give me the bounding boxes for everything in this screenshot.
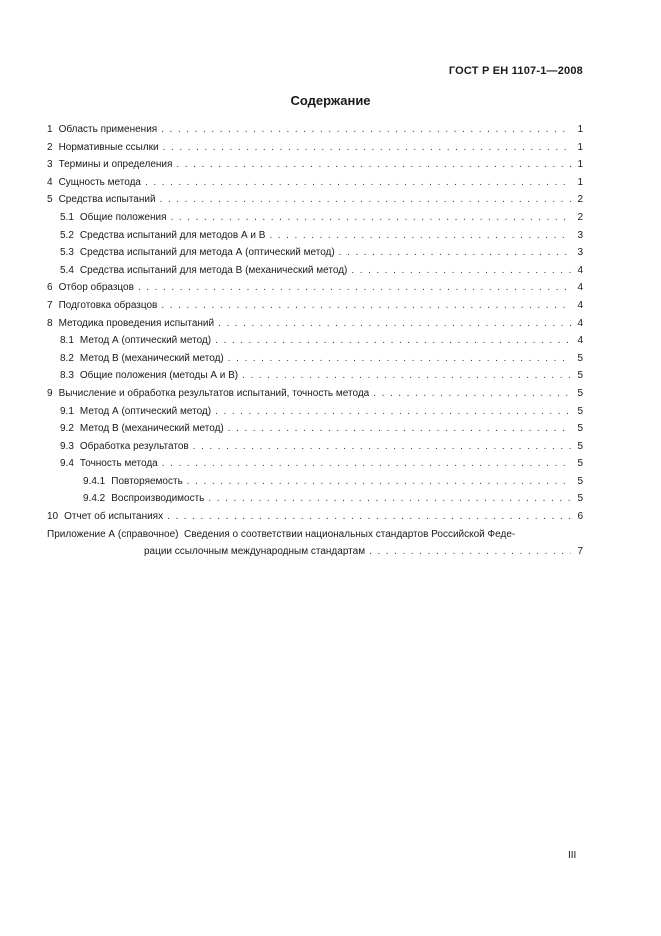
dot-leader xyxy=(161,121,571,139)
toc-entry-page: 5 xyxy=(577,493,583,505)
toc-entry[interactable] xyxy=(47,121,583,139)
dot-leader xyxy=(228,350,571,368)
toc-entry-number: 9.4.1 xyxy=(83,475,106,487)
toc-entry-page: 1 xyxy=(577,176,583,188)
toc-entry-label: Область применения xyxy=(58,124,158,135)
toc-entry-number: 9.2 xyxy=(60,423,74,435)
dot-leader xyxy=(269,227,571,245)
dot-leader xyxy=(161,297,571,315)
toc-entry-number: 7 xyxy=(47,299,53,311)
toc-entry-number: 1 xyxy=(47,124,53,135)
dot-leader xyxy=(228,420,571,438)
page-title: Содержание xyxy=(290,93,371,108)
toc-entry-number: 9.4.2 xyxy=(83,493,106,505)
dot-leader xyxy=(218,315,571,333)
toc-entry-page: 3 xyxy=(577,247,583,259)
appendix-first-line xyxy=(47,526,583,544)
toc-entry-label: Метод А (оптический метод) xyxy=(79,405,212,417)
dot-leader xyxy=(167,508,571,526)
toc-entry[interactable] xyxy=(47,262,583,280)
dot-leader xyxy=(215,403,571,421)
toc-entry-page: 5 xyxy=(577,458,583,470)
toc-entry-number: 8.1 xyxy=(60,335,74,347)
toc-entry-label: Сущность метода xyxy=(58,176,141,188)
toc-entry-label: Средства испытаний для метода А (оптический метод) xyxy=(79,247,335,259)
toc-entry[interactable] xyxy=(47,403,583,421)
toc-entry-page: 4 xyxy=(577,282,583,294)
dot-leader xyxy=(215,332,571,350)
dot-leader xyxy=(339,244,571,262)
toc-entry[interactable] xyxy=(47,315,583,333)
toc-entry-label: Нормативные ссылки xyxy=(58,141,159,153)
toc-entry[interactable] xyxy=(47,367,583,385)
toc-entry-label: Отбор образцов xyxy=(58,282,134,294)
dot-leader xyxy=(187,473,571,491)
dot-leader xyxy=(145,174,571,192)
toc-entry-label: Повторяемость xyxy=(111,475,183,487)
dot-leader xyxy=(138,279,571,297)
toc-entry[interactable] xyxy=(47,156,583,174)
dot-leader xyxy=(193,438,571,456)
dot-leader xyxy=(351,262,571,280)
toc-entry-page: 6 xyxy=(577,511,583,523)
toc-entry-page: 4 xyxy=(577,299,583,311)
toc-entry-number: 9.3 xyxy=(60,440,74,452)
toc-entry-page: 5 xyxy=(577,387,583,399)
toc-entry-number: 4 xyxy=(47,176,53,188)
table-of-contents xyxy=(47,121,583,561)
dot-leader xyxy=(163,139,571,157)
dot-leader xyxy=(162,455,571,473)
toc-entry-number: 3 xyxy=(47,159,53,171)
toc-entry-page: 1 xyxy=(577,124,583,135)
toc-entry[interactable] xyxy=(47,279,583,297)
toc-entry-page: 4 xyxy=(577,317,583,329)
toc-entry-page: 5 xyxy=(577,352,583,364)
dot-leader xyxy=(369,543,571,561)
dot-leader xyxy=(208,490,571,508)
toc-entry-number: 8.3 xyxy=(60,370,74,382)
toc-entry-number: 9.1 xyxy=(60,405,74,417)
toc-entry-label: Средства испытаний для метода В (механический метод) xyxy=(79,264,348,276)
toc-entry-page: 1 xyxy=(577,141,583,153)
toc-entry-number: 9.4 xyxy=(60,458,74,470)
toc-entry-number: 9 xyxy=(47,387,53,399)
appendix-second-line xyxy=(47,543,583,561)
toc-entry-page: 2 xyxy=(577,211,583,223)
appendix-title-line2: рации ссылочным международным стандартам xyxy=(144,546,366,558)
toc-entry-number: 5 xyxy=(47,194,53,206)
toc-entry[interactable] xyxy=(47,490,583,508)
toc-entry-page: 1 xyxy=(577,159,583,171)
dot-leader xyxy=(171,209,572,227)
dot-leader xyxy=(160,191,571,209)
toc-entry[interactable] xyxy=(47,438,583,456)
toc-entry-label: Вычисление и обработка результатов испытаний, точность метода xyxy=(58,387,370,399)
toc-entry-label: Подготовка образцов xyxy=(58,299,158,311)
toc-entry[interactable] xyxy=(47,385,583,403)
toc-entry[interactable] xyxy=(47,227,583,245)
toc-entry-label: Воспроизводимость xyxy=(111,493,205,505)
dot-leader xyxy=(242,367,571,385)
appendix-title-line1: Сведения о соответствии национальных стандартов Российской Феде- xyxy=(184,528,516,540)
toc-entry[interactable] xyxy=(47,191,583,209)
toc-entry[interactable] xyxy=(47,473,583,491)
toc-entry-label: Точность метода xyxy=(79,458,158,470)
toc-entry-label: Средства испытаний xyxy=(58,194,156,206)
toc-entry-page: 5 xyxy=(577,475,583,487)
page-number: III xyxy=(568,850,577,861)
toc-entry-label: Методика проведения испытаний xyxy=(58,317,215,329)
toc-entry-label: Обработка результатов xyxy=(79,440,189,452)
toc-entry-page: 3 xyxy=(577,229,583,241)
dot-leader xyxy=(176,156,571,174)
toc-entry[interactable] xyxy=(47,332,583,350)
toc-entry-number: 10 xyxy=(47,511,59,523)
toc-entry-label: Метод В (механический метод) xyxy=(79,423,224,435)
toc-entry-number: 8 xyxy=(47,317,53,329)
toc-entry-label: Общие положения xyxy=(79,211,167,223)
appendix-prefix: Приложение А (справочное) xyxy=(47,528,179,540)
toc-entry-number: 5.4 xyxy=(60,264,74,276)
toc-entry-number: 8.2 xyxy=(60,352,74,364)
toc-entry-label: Отчет об испытаниях xyxy=(64,511,164,523)
document-code: ГОСТ Р ЕН 1107-1—2008 xyxy=(448,65,583,77)
toc-entry[interactable] xyxy=(47,297,583,315)
toc-entry[interactable] xyxy=(47,174,583,192)
toc-entry-page: 4 xyxy=(577,264,583,276)
toc-entry-label: Метод В (механический метод) xyxy=(79,352,224,364)
toc-entry-page: 5 xyxy=(577,370,583,382)
toc-entry[interactable] xyxy=(47,209,583,227)
toc-entry[interactable] xyxy=(47,455,583,473)
toc-entry[interactable] xyxy=(47,139,583,157)
toc-entry-page: 5 xyxy=(577,423,583,435)
toc-entry-label: Термины и определения xyxy=(58,159,173,171)
toc-entry-page: 4 xyxy=(577,335,583,347)
toc-entry-number: 5.3 xyxy=(60,247,74,259)
toc-entry-number: 5.1 xyxy=(60,211,74,223)
dot-leader xyxy=(373,385,571,403)
toc-entry-page: 5 xyxy=(577,405,583,417)
toc-entry-label: Метод А (оптический метод) xyxy=(79,335,212,347)
toc-entry-number: 6 xyxy=(47,282,53,294)
toc-entry[interactable] xyxy=(47,508,583,526)
toc-entry-label: Средства испытаний для методов А и В xyxy=(79,229,266,241)
appendix-page: 7 xyxy=(577,546,583,558)
toc-appendix-entry[interactable] xyxy=(47,526,583,561)
toc-entry-page: 5 xyxy=(577,440,583,452)
toc-entry[interactable] xyxy=(47,420,583,438)
toc-entry-number: 2 xyxy=(47,141,53,153)
toc-entry-number: 5.2 xyxy=(60,229,74,241)
toc-entry[interactable] xyxy=(47,244,583,262)
toc-entry-label: Общие положения (методы А и В) xyxy=(79,370,239,382)
toc-entry[interactable] xyxy=(47,350,583,368)
toc-entry-page: 2 xyxy=(577,194,583,206)
